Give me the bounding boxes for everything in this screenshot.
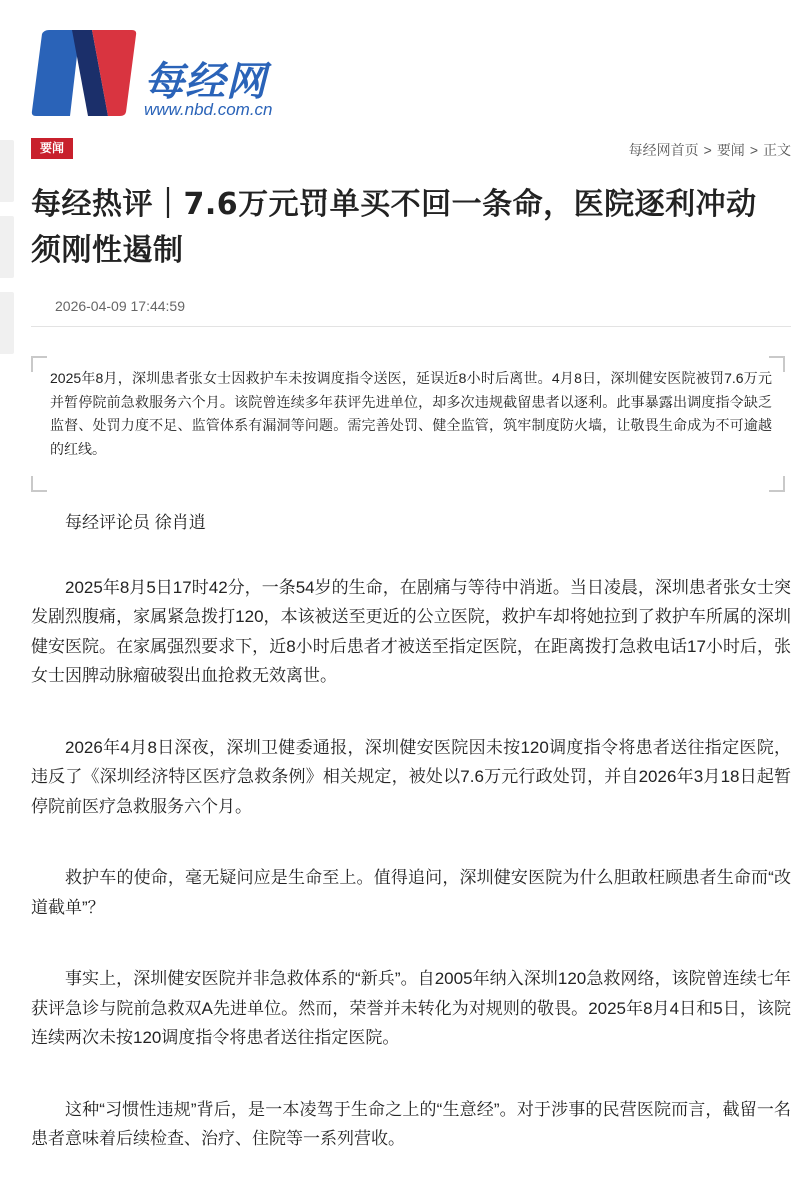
nbd-logo-icon[interactable]	[30, 26, 138, 120]
article-paragraph: 2026年4月8日深夜，深圳卫健委通报，深圳健安医院因未按120调度指令将患者送往指定医院，违反了《深圳经济特区医疗急救条例》相关规定，被处以7.6万元行政处罚，并自2026年3月18日起暂停院前医疗急救服务六个月。	[31, 737, 791, 816]
article-title: 每经热评｜7.6万元罚单买不回一条命，医院逐利冲动须刚性遏制	[31, 187, 757, 268]
article-summary-box	[31, 356, 785, 492]
article-paragraph: 这种“习惯性违规”背后，是一本凌驾于生命之上的“生意经”。对于涉事的民营医院而言，截留一名患者意味着后续检查、治疗、住院等一系列营收。	[31, 1099, 791, 1148]
side-share-tab[interactable]	[0, 292, 14, 354]
breadcrumb-home-link[interactable]: 每经网首页	[628, 142, 699, 158]
breadcrumb-section-link[interactable]: 要闻	[716, 142, 745, 158]
site-header	[30, 26, 330, 126]
summary-corner	[769, 476, 785, 492]
summary-corner	[31, 476, 47, 492]
site-url[interactable]: www.nbd.com.cn	[144, 100, 273, 119]
article-body	[31, 508, 791, 1196]
breadcrumb	[629, 140, 791, 160]
article-author: 每经评论员 徐肖逍	[65, 513, 206, 532]
article-paragraph: 事实上，深圳健安医院并非急救体系的“新兵”。自2005年纳入深圳120急救网络，该院曾连续七年获评急诊与院前急救双A先进单位。然而，荣誉并未转化为对规则的敬畏。2025年8月4日和5日，该院连续两次未按120调度指令将患者送往指定医院。	[31, 969, 791, 1047]
site-name[interactable]: 每经网	[144, 59, 267, 105]
article-paragraph: 救护车的使命，毫无疑问应是生命至上。值得追问，深圳健安医院为什么胆敢枉顾患者生命而“改道截单”？	[31, 868, 791, 917]
side-share-tab[interactable]	[0, 216, 14, 278]
side-share-bar	[0, 140, 14, 368]
publish-time: 2026-04-09 17:44:59	[55, 298, 185, 314]
category-bar	[31, 138, 791, 162]
divider	[31, 326, 791, 327]
summary-text: 2025年8月，深圳患者张女士因救护车未按调度指令送医，延误近8小时后离世。4月8日，深圳健安医院被罚7.6万元并暂停院前急救服务六个月。该院曾连续多年获评先进单位，却多次违规截留患者以逐利。此事暴露出调度指令缺乏监督、处罚力度不足、监管体系有漏洞等问题。需完善处罚、健全监管，筑牢制度防火墙，让敬畏生命成为不可逾越的红线。	[50, 370, 772, 457]
summary-corner	[31, 356, 47, 372]
breadcrumb-current: 正文	[763, 142, 791, 158]
side-share-tab[interactable]	[0, 140, 14, 202]
article-paragraph: 2025年8月5日17时42分，一条54岁的生命，在剧痛与等待中消逝。当日凌晨，深圳患者张女士突发剧烈腹痛，家属紧急拨打120，本该被送至更近的公立医院，救护车却将她拉到了救护车所属的深圳健安医院。在家属强烈要求下，近8小时后患者才被送至指定医院，在距离拨打急救电话17小时后，张女士因脾动脉瘤破裂出血抢救无效离世。	[31, 577, 791, 685]
breadcrumb-separator: >	[703, 142, 712, 158]
section-tag[interactable]: 要闻	[31, 138, 73, 159]
breadcrumb-separator: >	[749, 142, 758, 158]
